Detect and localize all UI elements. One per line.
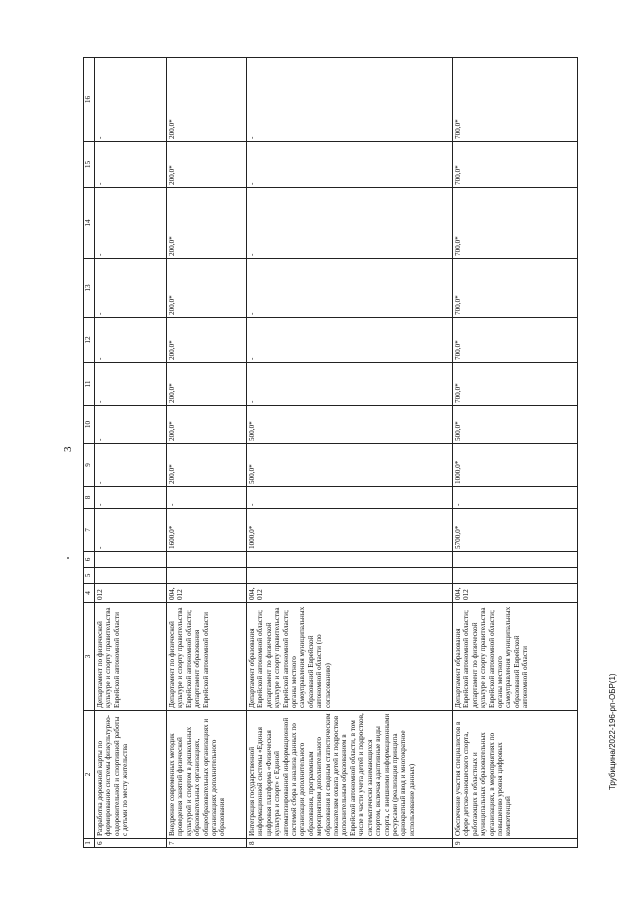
table-row (453, 58, 578, 848)
value-cell: - (247, 487, 453, 509)
executor-cell: Департамент образования Еврейской автономной области; департамент по физической культуре и спорту правительства Еврейской автономной области; органы местного самоуправления муниципальных образований Еврейской автономной области (453, 603, 578, 711)
value-cell: 500,0* (453, 406, 578, 444)
value-cell: - (95, 509, 167, 552)
table-row (247, 58, 453, 848)
header-cell: 11 (84, 363, 95, 406)
value-cell: 1000,0* (247, 509, 453, 552)
value-cell: - (95, 188, 167, 259)
value-cell: 1000,0* (453, 444, 578, 487)
header-cell: 12 (84, 318, 95, 363)
executor-cell: Департамент по физической культуре и спорту правительства Еврейской автономной области; департамент образования Еврейской автономной области (167, 603, 247, 711)
value-cell: - (247, 188, 453, 259)
header-cell: 14 (84, 188, 95, 259)
page-number: 3 (62, 446, 74, 452)
header-row (84, 58, 95, 848)
event-cell: Разработка дорожной карты по формированию системы физкультурно-оздоровительной и спортивной работы с детьми по месту жительства (95, 711, 167, 839)
value-cell: 700,0* (453, 363, 578, 406)
value-cell (453, 568, 578, 584)
value-cell: - (453, 487, 578, 509)
value-cell: - (95, 259, 167, 318)
header-cell: 5 (84, 568, 95, 584)
value-cell: - (247, 259, 453, 318)
header-cell: 8 (84, 487, 95, 509)
event-cell: Интеграция государственной информационной системы «Единая цифровая платформа «Физическая культура и спорт» с Единой автоматизированной информационной системой сбора и анализа данных по организации дополнительного образования, программным мероприятиям дополнительного образования и сводным статистическим показателям охвата детей и подростков дополнительным образованием в Еврейской автономной области, в том числе в части учета детей и подростков, систематически занимающихся спортом, включая адаптивные виды спорта, с внешними информационными ресурсами (реализация принципа однократный ввод и многократное использование данных) (247, 711, 453, 839)
header-cell: 7 (84, 509, 95, 552)
value-cell: 200,0* (167, 406, 247, 444)
value-cell: 700,0* (453, 58, 578, 142)
code-cell: 004, 012 (453, 584, 578, 603)
header-cell: 10 (84, 406, 95, 444)
table-row (167, 58, 247, 848)
budget-table-rotated (83, 58, 578, 848)
header-cell: 16 (84, 58, 95, 142)
value-cell (247, 552, 453, 568)
value-cell: - (95, 406, 167, 444)
value-cell: 700,0* (453, 259, 578, 318)
value-cell: - (95, 318, 167, 363)
value-cell: 200,0* (167, 259, 247, 318)
header-cell: 3 (84, 603, 95, 711)
executor-cell: Департамент по физической культуре и спорту правительства Еврейской автономной области (95, 603, 167, 711)
code-cell: 004, 012 (167, 584, 247, 603)
value-cell: 700,0* (453, 142, 578, 188)
header-cell: 15 (84, 142, 95, 188)
value-cell (95, 568, 167, 584)
value-cell: - (167, 487, 247, 509)
value-cell (167, 552, 247, 568)
code-cell: 004, 012 (247, 584, 453, 603)
value-cell: 200,0* (167, 363, 247, 406)
document-reference: Трубицина/2022-196-рп-ОБР(1) (608, 673, 617, 790)
event-cell: Обеспечение участия специалистов в сфере детско-юношеского спорта, работающих в областных и муниципальных образовательных организациях, в мероприятиях по повышению уровня цифровых компетенций (453, 711, 578, 839)
value-cell: - (95, 487, 167, 509)
row-number: 7 (167, 839, 247, 848)
row-number: 8 (247, 839, 453, 848)
value-cell: - (95, 363, 167, 406)
value-cell: 200,0* (167, 58, 247, 142)
value-cell (247, 568, 453, 584)
value-cell: 500,0* (247, 444, 453, 487)
header-cell: 9 (84, 444, 95, 487)
code-cell: 012 (95, 584, 167, 603)
header-cell: 6 (84, 552, 95, 568)
value-cell: 200,0* (167, 318, 247, 363)
value-cell: 700,0* (453, 318, 578, 363)
value-cell: - (247, 142, 453, 188)
row-number: 6 (95, 839, 167, 848)
header-cell: 4 (84, 584, 95, 603)
value-cell: - (95, 142, 167, 188)
value-cell: - (247, 363, 453, 406)
value-cell: - (247, 58, 453, 142)
value-cell: 700,0* (453, 188, 578, 259)
value-cell (95, 552, 167, 568)
value-cell (453, 552, 578, 568)
value-cell: 200,0* (167, 444, 247, 487)
budget-table (83, 57, 578, 848)
value-cell: 200,0* (167, 142, 247, 188)
header-cell: 1 (84, 839, 95, 848)
value-cell: - (247, 318, 453, 363)
header-cell: 13 (84, 259, 95, 318)
event-cell: Внедрение современных методик проведения занятий физической культурой и спортом в дошкольных образовательных организациях, общеобразовательных организациях и организациях дополнительного образования (167, 711, 247, 839)
value-cell (167, 568, 247, 584)
value-cell: 1600,0* (167, 509, 247, 552)
executor-cell: Департамент образования Еврейской автономной области; департамент по физической культуре и спорту правительства Еврейской автономной области; органы местного самоуправления муниципальных образований Еврейской автономной области (по согласованию) (247, 603, 453, 711)
value-cell: - (95, 58, 167, 142)
value-cell: 500,0* (247, 406, 453, 444)
value-cell: 5700,0* (453, 509, 578, 552)
table-row (95, 58, 167, 848)
header-cell: 2 (84, 711, 95, 839)
row-number: 9 (453, 839, 578, 848)
value-cell: - (95, 444, 167, 487)
value-cell: 200,0* (167, 188, 247, 259)
scan-speck (67, 557, 69, 559)
